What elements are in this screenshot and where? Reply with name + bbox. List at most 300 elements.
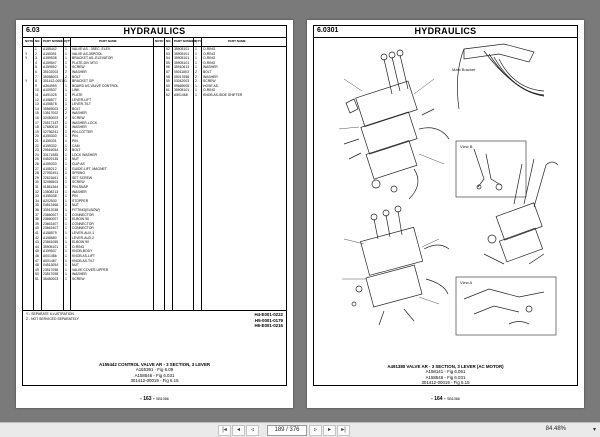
cell-num: 29 — [35, 175, 39, 180]
cell-name: BOLT — [72, 148, 81, 153]
col-name: PART NAME — [99, 39, 117, 43]
cell-qty: 1 — [65, 189, 67, 194]
section-header — [23, 26, 286, 38]
cell-num: 15 — [35, 111, 39, 116]
cell-num: 13 — [35, 102, 39, 107]
cell-num: 26 — [35, 162, 39, 166]
cell-qty: 1 — [65, 235, 67, 240]
cell-name: BOLT — [203, 70, 212, 74]
cell-qty: 1 — [65, 65, 67, 70]
cell-part: 301412-00019 — [43, 79, 65, 84]
cell-name: KNOB AS-SIDE SHIFTER — [203, 93, 243, 97]
cell-num: 62 — [166, 93, 170, 97]
cell-num: 57 — [166, 70, 170, 74]
cell-part: 23661407 — [43, 221, 59, 226]
cell-num: 24 — [35, 152, 39, 157]
cell-name: BRACKET AS.-ELEVATOR — [72, 56, 113, 61]
cell-part: A159547 — [43, 60, 57, 65]
cell-num: 55 — [166, 60, 170, 65]
cell-qty: 1 — [195, 83, 197, 88]
cell-name: BOLT — [72, 106, 81, 111]
cell-name: CONNECTOR — [72, 221, 94, 226]
cell-part: A158580 — [43, 235, 57, 240]
cell-qty: 1 — [65, 93, 67, 97]
cell-qty: 1 — [65, 198, 67, 203]
cell-num: 16 — [35, 116, 39, 120]
cell-name: SET SCREW — [72, 175, 93, 180]
cell-part: A501468 — [174, 93, 188, 97]
cell-name: LEVER-TILT — [72, 102, 91, 107]
cell-name: WASHER — [72, 70, 87, 74]
cell-name: NUT — [72, 263, 79, 268]
cell-num: 36 — [35, 208, 39, 212]
cell-part: 22621661 — [43, 175, 59, 180]
cell-name: WASHER — [72, 111, 87, 116]
cell-num: 42 — [35, 235, 39, 240]
cell-num: 20 — [35, 134, 39, 139]
caption-line: A155442 CONTROL VALVE AR - 3 SECTION, 3 LEVER — [98, 362, 211, 367]
cell-name: LEVER-AUX.1 — [72, 231, 95, 235]
cell-name: PLATE — [72, 93, 83, 97]
table-row — [153, 93, 286, 98]
cell-qty: 1 — [195, 47, 197, 51]
col-num-2: NO. — [166, 39, 172, 43]
cell-qty: 1 — [65, 208, 67, 212]
caption-line: 301412-00019 - Fig 6.15 — [130, 378, 179, 384]
cell-num: 59 — [166, 79, 170, 84]
cell-part: 23660007 — [43, 212, 59, 217]
section-header — [314, 26, 577, 38]
cell-num: 47 — [35, 258, 39, 263]
cell-num: 19 — [35, 129, 39, 134]
cell-part: A159552 — [43, 65, 57, 70]
cell-num: 41 — [35, 231, 39, 235]
cell-name: PIN-COTTER — [72, 129, 93, 134]
cell-qty: 1 — [65, 263, 67, 268]
cell-part: 35905101 — [174, 60, 190, 65]
cell-num: 40 — [35, 226, 39, 231]
cell-qty: 1 — [65, 180, 67, 185]
cell-part: 23661055 — [43, 240, 59, 245]
cell-num: 5 — [35, 65, 37, 70]
cell-part: A155338 — [43, 194, 57, 199]
cell-name: LINK — [72, 88, 80, 93]
cell-name: CLIP AS — [72, 162, 85, 166]
cell-name: WASHER — [72, 272, 87, 277]
page-number: - 164 - — [431, 396, 446, 402]
cell-qty: 1 — [65, 47, 67, 51]
cell-part: 23661407 — [43, 226, 59, 231]
cell-part: 17650010 — [43, 125, 59, 130]
exploded-view-illustration — [314, 39, 577, 339]
section-title: HYDRAULICS — [414, 26, 477, 36]
cell-qty: 1 — [65, 240, 67, 245]
cell-part: 04513054 — [43, 263, 59, 268]
cell-part: A109537 — [43, 88, 57, 93]
cell-part: 35450003 — [43, 277, 59, 281]
cell-qty: 1 — [65, 249, 67, 254]
cell-part: 35102003 — [43, 70, 59, 74]
cell-qty: 1 — [65, 258, 67, 263]
cell-num: 27 — [35, 166, 39, 171]
cell-name: CAM — [72, 143, 80, 148]
cell-part: 23517098 — [43, 267, 59, 272]
cell-num: 17 — [35, 120, 39, 125]
cell-num: 45 — [35, 249, 39, 254]
cell-qty: 1 — [65, 272, 67, 277]
cell-num: 35 — [35, 203, 39, 208]
cell-name: O-RING — [203, 51, 216, 56]
cell-part: 05011803 — [174, 70, 189, 74]
next-page-button[interactable]: ▸ — [323, 425, 336, 436]
cell-num: 9 — [35, 83, 37, 88]
cell-part: A159538 — [43, 56, 57, 61]
cell-name: BRACKET GP — [72, 79, 94, 84]
cell-name: GUIDE-LIFT, MAGNET — [72, 166, 107, 171]
doc-code: SB1066 — [156, 397, 169, 401]
cell-qty: 1 — [65, 97, 67, 102]
cell-num: 58 — [166, 74, 170, 79]
serial-range: H6-E001-0216 — [254, 323, 283, 329]
cell-part: 35058003 — [43, 74, 59, 79]
cell-name: NUT — [72, 203, 79, 208]
cell-note: Y — [25, 79, 28, 84]
page-number-field[interactable]: 189 / 376 — [267, 425, 307, 436]
cell-num: 61 — [166, 88, 170, 93]
cell-part: 01861364 — [43, 185, 59, 189]
cell-part: 35905101 — [174, 56, 190, 61]
view-a-detail — [456, 277, 556, 335]
cell-qty: 1 — [65, 226, 67, 231]
cell-num: 53 — [166, 51, 170, 56]
cell-qty: 2 — [195, 70, 197, 74]
cell-name: O-RING — [203, 60, 216, 65]
first-page-button[interactable]: |◂ — [218, 425, 231, 436]
cell-qty: 2 — [195, 79, 197, 84]
cell-qty: 1 — [65, 134, 67, 139]
caption-line: 301412-00019 - Fig 6.15 — [421, 380, 470, 386]
cell-qty: 1 — [195, 93, 197, 97]
cell-qty: 1 — [195, 60, 197, 65]
cell-part: A158579 — [43, 231, 57, 235]
cell-qty: 1 — [65, 171, 67, 176]
callout-leaders — [339, 79, 444, 304]
cell-qty: 2 — [195, 74, 197, 79]
left-page — [16, 20, 293, 408]
cell-qty: 1 — [65, 221, 67, 226]
cell-num: 49 — [35, 267, 39, 272]
cell-name: O-RING — [203, 56, 216, 61]
cell-name: BOLT — [72, 74, 81, 79]
cell-part: A155391 — [43, 51, 57, 56]
cell-num: 2 — [35, 51, 37, 56]
cell-num: 3 — [35, 56, 37, 61]
serial-range: H5-0001-0179 — [254, 317, 283, 323]
cell-qty: 1 — [195, 88, 197, 93]
last-page-button[interactable]: ▸| — [337, 425, 350, 436]
cell-part: 35905101 — [174, 47, 190, 51]
cell-qty: 1 — [65, 88, 67, 93]
view-b-detail — [456, 141, 526, 197]
cell-qty: 1 — [65, 162, 67, 166]
cell-qty: 1 — [65, 212, 67, 217]
cell-qty: 1 — [65, 267, 67, 272]
cell-num: 30 — [35, 180, 39, 185]
col-qty: QTY — [65, 39, 72, 43]
cell-qty: 1 — [65, 157, 67, 162]
serial-ranges — [254, 312, 283, 329]
cell-part: 02756241 — [43, 129, 59, 134]
cell-name: CONNECTOR — [72, 212, 94, 217]
lower-valve-assembly — [352, 206, 449, 325]
cell-qty: 1 — [195, 65, 197, 70]
cell-name: O-RING — [203, 88, 216, 93]
cell-qty: 1 — [65, 102, 67, 107]
zoom-menu-icon[interactable]: ▾ — [592, 427, 596, 433]
cell-num: 14 — [35, 106, 39, 111]
cell-qty: 2 — [65, 106, 67, 111]
cell-qty: 1 — [65, 217, 67, 222]
cell-num: 51 — [35, 277, 39, 281]
cell-name: SCREW — [72, 277, 85, 281]
cell-name: SCREW — [72, 180, 85, 185]
cell-part: 32450003 — [43, 116, 59, 120]
cell-part: A155333 — [43, 162, 57, 166]
prev-page-button[interactable]: ◂ — [232, 425, 245, 436]
cell-num: 32 — [35, 189, 39, 194]
cell-qty: 1 — [65, 254, 67, 258]
zoom-level[interactable]: 84.48% — [545, 426, 566, 432]
cell-name: SCREW — [72, 65, 85, 70]
cell-part: 03042003 — [174, 79, 190, 84]
cell-name: SCREW — [203, 79, 216, 84]
cell-part: A491025 — [43, 93, 57, 97]
cell-num: 43 — [35, 240, 39, 245]
section-number: 6.0301 — [317, 27, 339, 34]
cell-qty: 1 — [65, 194, 67, 199]
cell-part: 33171985 — [43, 152, 59, 157]
col-part-2: PART NUMBER — [174, 39, 196, 43]
view-a-label: View A — [460, 280, 473, 285]
cell-qty: 1 — [65, 83, 67, 88]
cell-qty: 1 — [65, 125, 67, 130]
cell-num: 10 — [35, 88, 39, 93]
cell-name: NUT — [72, 157, 79, 162]
mast-bracket-label: Mast Bracket — [452, 67, 476, 72]
caption-line: A158546 - Fig 6.031 — [134, 372, 175, 378]
col-note-2: NOTE — [155, 39, 164, 43]
col-name-2: PART NAME — [228, 39, 246, 43]
cell-qty: 1 — [65, 175, 67, 180]
cell-name: O-RING — [72, 244, 85, 249]
cell-num: 54 — [166, 56, 170, 61]
cell-name: ELBOW 90 — [72, 240, 89, 245]
cell-num: 52 — [166, 47, 170, 51]
cell-num: 34 — [35, 198, 39, 203]
cell-name: PLATE-DIV MTG — [72, 60, 98, 65]
cell-name: STOPPER — [72, 198, 89, 203]
cell-num: 33 — [35, 194, 39, 199]
cell-name: WASHER — [72, 189, 87, 194]
cell-name: FITTING(ELBOW) — [72, 208, 100, 212]
cell-name: BOARD AS-VALVE CONTROL — [72, 83, 119, 88]
table-bottom-rule — [23, 310, 286, 311]
cell-qty: 2 — [65, 74, 67, 79]
cell-part: 27092491 — [43, 171, 59, 176]
cell-name: WASHER — [72, 125, 87, 130]
col-note: NOTE — [25, 39, 34, 43]
cell-num: 60 — [166, 83, 170, 88]
cell-part: A158577 — [43, 97, 57, 102]
cell-part: 13508213 — [43, 189, 59, 194]
cell-part: 23660007 — [43, 217, 59, 222]
col-qty-2: QTY — [195, 39, 202, 43]
cell-part: 35905101 — [174, 51, 190, 56]
cell-part: A001487 — [43, 258, 57, 263]
cell-qty: 1 — [65, 231, 67, 235]
cell-num: 6 — [35, 70, 37, 74]
cell-part: A155331 — [43, 139, 57, 143]
cell-num: 48 — [35, 263, 39, 268]
legend-notes — [26, 312, 79, 322]
cell-part: 32456503 — [43, 180, 59, 185]
cell-qty: 1 — [195, 51, 197, 56]
caption-line: A155391 - Fig 6.09 — [135, 367, 174, 373]
cell-name: VALVE COVER-UPPER — [72, 267, 109, 272]
cell-qty: 1 — [65, 152, 67, 157]
mid-valve-assembly — [484, 159, 558, 264]
cell-num: 8 — [35, 79, 37, 84]
next-view-button[interactable]: ▹ — [309, 425, 322, 436]
cell-name: SPRING — [72, 171, 85, 176]
cell-num: 28 — [35, 171, 39, 176]
cell-name: KNOB AS-TILT — [72, 258, 95, 263]
caption-line: A158141 - Fig 6.051 — [425, 369, 466, 375]
cell-part: A158578 — [43, 102, 57, 107]
section-number: 6.03 — [26, 27, 40, 34]
illustration-frame — [313, 25, 578, 386]
cell-num: 7 — [35, 74, 37, 79]
note-line: Y - SEPARATE ILLUSTRATION — [26, 312, 74, 316]
cell-qty: 1 — [65, 277, 67, 281]
cell-qty: 1 — [65, 139, 67, 143]
cell-note: Y — [25, 51, 28, 56]
caption-line: A158546 - Fig 6.031 — [425, 374, 466, 380]
cell-num: 37 — [35, 212, 39, 217]
cell-part: 35905101 — [174, 88, 190, 93]
cell-part: A159537 — [43, 249, 57, 254]
cell-part: 23517098 — [43, 272, 59, 277]
cell-num: 50 — [35, 272, 39, 277]
cell-name: VALVE AS - 3SEC. ELEV. — [72, 47, 111, 51]
cell-qty: 1 — [65, 244, 67, 249]
cell-num: 56 — [166, 65, 170, 70]
cell-qty: 1 — [65, 185, 67, 189]
cell-num: 39 — [35, 221, 39, 226]
cell-qty: 2 — [65, 70, 67, 74]
cell-num: 22 — [35, 143, 39, 148]
table-row — [23, 277, 286, 282]
cell-name: PIN-SNAP — [72, 185, 89, 189]
cell-part: 04512466 — [43, 203, 59, 208]
cell-name: HOSE AS. — [203, 83, 219, 88]
cell-part: 04529135 — [43, 157, 59, 162]
viewer-toolbar — [0, 422, 600, 437]
cell-part: 20517147 — [43, 120, 59, 125]
cell-num: 4 — [35, 60, 37, 65]
view-b-label: View B — [460, 144, 473, 149]
col-num: NO. — [35, 39, 41, 43]
cell-qty: 1 — [65, 56, 67, 61]
cell-part: 05017658 — [174, 74, 190, 79]
figure-caption — [314, 364, 577, 386]
cell-name: CONNECTOR — [72, 226, 94, 231]
cell-part: A155330 — [43, 134, 57, 139]
parts-list-frame — [22, 25, 287, 386]
cell-name: SCREW — [72, 116, 85, 120]
cell-name: KNOB AS-LIFT — [72, 254, 95, 258]
cell-qty: 2 — [65, 111, 67, 116]
cell-qty: 1 — [65, 203, 67, 208]
cell-part: A155212 — [43, 166, 57, 171]
cell-name: ELBOW 90 — [72, 217, 89, 222]
section-title: HYDRAULICS — [123, 26, 186, 36]
cell-part: A364959 — [43, 83, 57, 88]
cell-qty: 1 — [65, 143, 67, 148]
cell-name: LOCK WASHER — [72, 152, 97, 157]
cell-name: VALVE AS-3SPOOL — [72, 51, 103, 56]
cell-part: 33912038 — [43, 208, 59, 212]
cell-qty: 1 — [65, 166, 67, 171]
cell-qty: 1 — [65, 60, 67, 65]
upper-valve-assembly — [344, 50, 449, 199]
cell-name: PIN — [72, 139, 78, 143]
figure-caption — [23, 362, 286, 384]
cell-num: 38 — [35, 217, 39, 222]
cell-qty: 2 — [65, 116, 67, 120]
cell-num: 31 — [35, 185, 39, 189]
cell-name: PIN — [72, 194, 78, 199]
cell-num: 25 — [35, 157, 39, 162]
cell-num: 21 — [35, 139, 39, 143]
cell-qty: 2 — [65, 148, 67, 153]
cell-qty: 1 — [65, 51, 67, 56]
cell-num: 44 — [35, 244, 39, 249]
cell-part: 35910613 — [174, 65, 190, 70]
page-number: - 163 - — [140, 396, 155, 402]
cell-num: 18 — [35, 125, 39, 130]
note-line: Z - NOT SERVICED SEPARATELY — [26, 316, 79, 321]
cell-qty: 1 — [65, 129, 67, 134]
cell-qty: 1 — [65, 120, 67, 125]
cell-num: 12 — [35, 97, 39, 102]
serial-range: H4-E001-0222 — [254, 312, 283, 317]
cell-part: A001486 — [43, 254, 57, 258]
cell-qty: 1 — [195, 56, 197, 61]
cell-part: A155332 — [43, 143, 57, 148]
col-part: PART NUMBER — [43, 39, 65, 43]
prev-view-button[interactable]: ◃ — [246, 425, 259, 436]
cell-part: 35569003 — [43, 106, 59, 111]
page-footer — [307, 396, 584, 402]
cell-name: WASHER-LOCK — [72, 120, 98, 125]
cell-part: A202530 — [43, 198, 57, 203]
cell-part: 59669005 — [174, 83, 190, 88]
cell-qty: 1 — [65, 79, 67, 84]
cell-part: A155442 — [43, 47, 57, 51]
cell-num: 23 — [35, 148, 39, 153]
cell-name: O-RING — [203, 47, 216, 51]
